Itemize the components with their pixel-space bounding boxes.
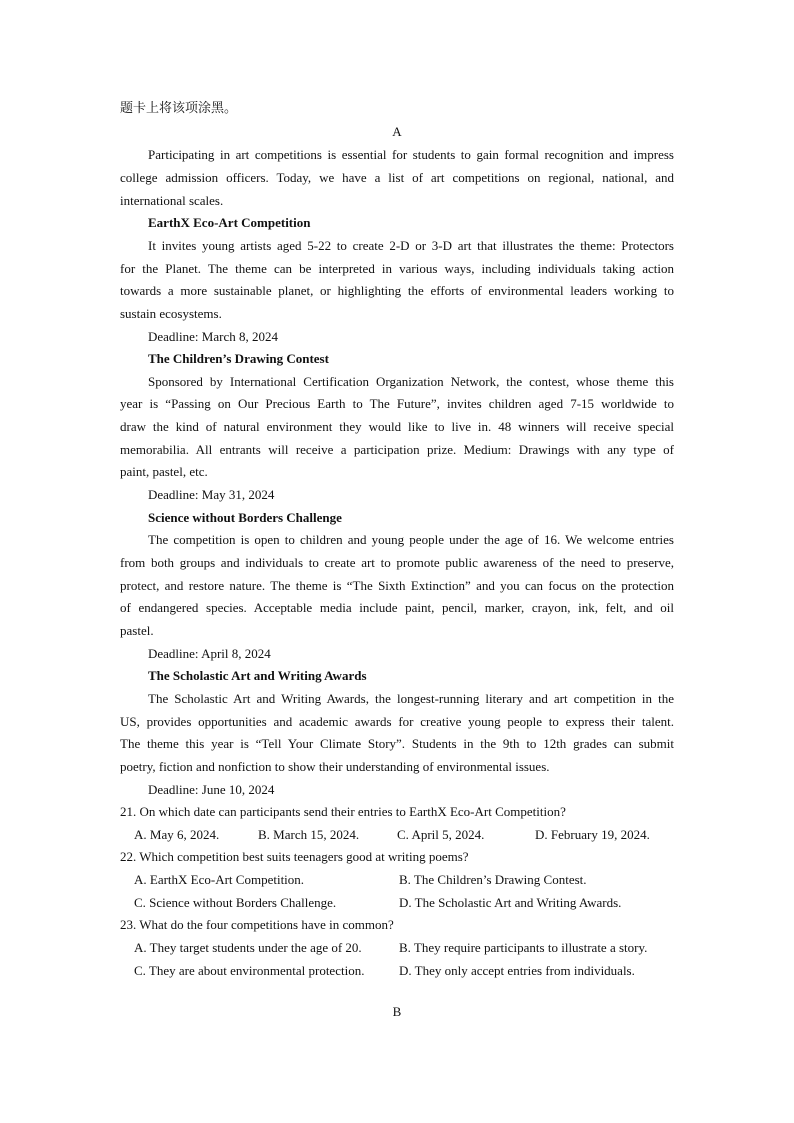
- q21-option-d[interactable]: D. February 19, 2024.: [535, 827, 650, 842]
- competition-body-line: It invites young artists aged 5-22 to create 2-D or 3-D art that illustrates the theme: Protectors: [148, 238, 674, 253]
- competition-body-line: paint, pastel, etc.: [120, 464, 208, 479]
- q23-option-b[interactable]: B. They require participants to illustrate a story.: [399, 940, 648, 955]
- competition-title: The Children’s Drawing Contest: [148, 351, 329, 366]
- section-b-heading: B: [392, 1004, 402, 1019]
- q22-option-a[interactable]: A. EarthX Eco-Art Competition.: [134, 872, 305, 887]
- competition-body-line: Sponsored by International Certification Organization Network, the contest, whose theme this: [148, 374, 674, 389]
- competition-body-line: sustain ecosystems.: [120, 306, 222, 321]
- intro-line: Participating in art competitions is essential for students to gain formal recognition and impress: [148, 147, 674, 162]
- competition-body-line: from both groups and individuals to create art to promote public awareness of the need to preserve,: [120, 555, 674, 570]
- competition-title: The Scholastic Art and Writing Awards: [148, 668, 367, 683]
- question-22-stem: 22. Which competition best suits teenagers good at writing poems?: [120, 849, 469, 864]
- competition-body-line: memorabilia. All entrants will receive a participation prize. Medium: Drawings with any type of: [120, 442, 674, 457]
- competition-body-line: towards a more sustainable planet, or highlighting the efforts of environmental leaders working to: [120, 283, 674, 298]
- competition-title: Science without Borders Challenge: [148, 510, 342, 525]
- q21-option-b[interactable]: B. March 15, 2024.: [258, 827, 360, 842]
- question-23-stem: 23. What do the four competitions have in common?: [120, 917, 394, 932]
- competition-deadline: Deadline: June 10, 2024: [148, 782, 275, 797]
- competition-body-line: of endangered species. Acceptable media include paint, pencil, marker, crayon, ink, felt, and oil: [120, 600, 674, 615]
- q23-option-a[interactable]: A. They target students under the age of 20.: [134, 940, 362, 955]
- intro-line: international scales.: [120, 193, 224, 208]
- competition-deadline: Deadline: May 31, 2024: [148, 487, 275, 502]
- competition-body-line: pastel.: [120, 623, 154, 638]
- competition-body-line: year is “Passing on Our Precious Earth to The Future”, invites children aged 7-15 worldwide to: [120, 396, 674, 411]
- competition-body-line: The Scholastic Art and Writing Awards, the longest-running literary and art competition in the: [148, 691, 674, 706]
- intro-line: college admission officers. Today, we have a list of art competitions on regional, national, and: [120, 170, 674, 185]
- competition-deadline: Deadline: April 8, 2024: [148, 646, 271, 661]
- q22-option-b[interactable]: B. The Children’s Drawing Contest.: [399, 872, 587, 887]
- q22-option-d[interactable]: D. The Scholastic Art and Writing Awards.: [399, 895, 622, 910]
- competition-body-line: draw the kind of natural environment they would like to live in. 48 winners will receive special: [120, 419, 674, 434]
- q21-option-a[interactable]: A. May 6, 2024.: [134, 827, 220, 842]
- competition-title: EarthX Eco-Art Competition: [148, 215, 311, 230]
- section-a-heading: A: [392, 124, 402, 139]
- q23-option-c[interactable]: C. They are about environmental protection.: [134, 963, 365, 978]
- competition-body-line: poetry, fiction and nonfiction to show their understanding of environmental issues.: [120, 759, 550, 774]
- competition-body-line: The theme this year is “Tell Your Climate Story”. Students in the 9th to 12th grades can submit: [120, 736, 674, 751]
- competition-body-line: protect, and restore nature. The theme is “The Sixth Extinction” and you can focus on the protection: [120, 578, 674, 593]
- q22-option-c[interactable]: C. Science without Borders Challenge.: [134, 895, 337, 910]
- competition-body-line: for the Planet. The theme can be interpreted in various ways, including individuals taking action: [120, 261, 674, 276]
- header-fragment: 题卡上将该项涂黑。: [120, 100, 238, 115]
- competition-body-line: The competition is open to children and young people under the age of 16. We welcome entries: [148, 532, 674, 547]
- q21-option-c[interactable]: C. April 5, 2024.: [397, 827, 485, 842]
- q23-option-d[interactable]: D. They only accept entries from individuals.: [399, 963, 635, 978]
- competition-body-line: US, provides opportunities and academic awards for creative young people to express their talent.: [120, 714, 674, 729]
- question-21-stem: 21. On which date can participants send their entries to EarthX Eco-Art Competition?: [120, 804, 566, 819]
- competition-deadline: Deadline: March 8, 2024: [148, 329, 278, 344]
